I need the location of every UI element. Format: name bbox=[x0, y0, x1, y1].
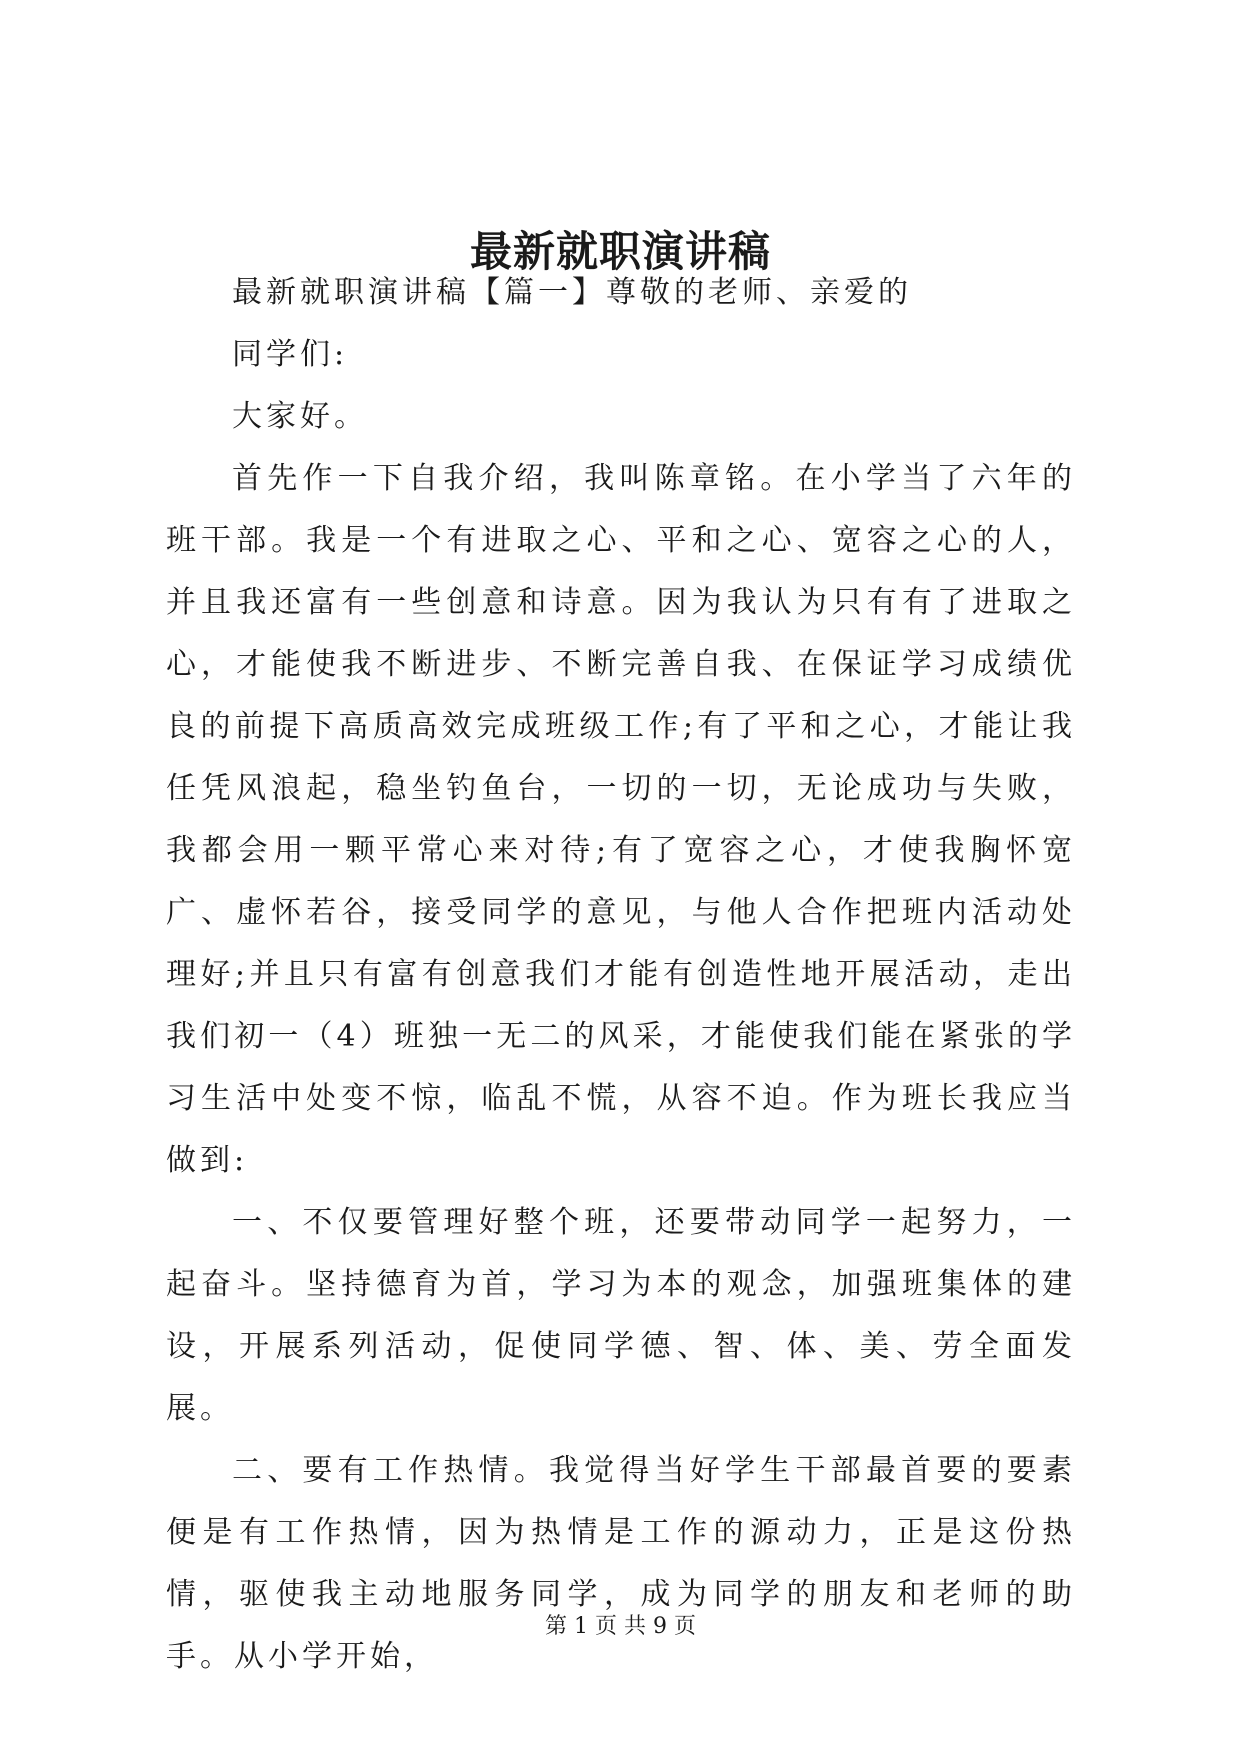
document-body bbox=[166, 262, 1076, 1688]
paragraph-salutation: 同学们: bbox=[232, 337, 349, 372]
paragraph-point-two: 二、要有工作热情。我觉得当好学生干部最首要的要素便是有工作热情，因为热情是工作的源动力，正是这份热情，驱使我主动地服务同学，成为同学的朋友和老师的助手。从小学开始， bbox=[166, 1453, 1076, 1674]
paragraph-point-one: 一、不仅要管理好整个班，还要带动同学一起努力，一起奋斗。坚持德育为首，学习为本的观念，加强班集体的建设，开展系列活动，促使同学德、智、体、美、劳全面发展。 bbox=[166, 1205, 1076, 1426]
page-footer: 第 1 页 共 9 页 bbox=[545, 1614, 696, 1639]
paragraph-self-introduction: 首先作一下自我介绍，我叫陈章铭。在小学当了六年的班干部。我是一个有进取之心、平和之心、宽容之心的人，并且我还富有一些创意和诗意。因为我认为只有有了进取之心，才能使我不断进步、不断完善自我、在保证学习成绩优良的前提下高质高效完成班级工作;有了平和之心，才能让我任凭风浪起，稳坐钓鱼台，一切的一切，无论成功与失败，我都会用一颗平常心来对待;有了宽容之心，才使我胸怀宽广、虚怀若谷，接受同学的意见，与他人合作把班内活动处理好;并且只有富有创意我们才能有创造性地开展活动，走出我们初一（4）班独一无二的风采，才能使我们能在紧张的学习生活中处变不惊，临乱不慌，从容不迫。作为班长我应当做到: bbox=[166, 461, 1076, 1178]
document-title: 最新就职演讲稿 bbox=[469, 227, 771, 276]
paragraph-hello: 大家好。 bbox=[232, 399, 368, 434]
paragraph-greeting-heading: 最新就职演讲稿【篇一】尊敬的老师、亲爱的 bbox=[232, 275, 912, 310]
